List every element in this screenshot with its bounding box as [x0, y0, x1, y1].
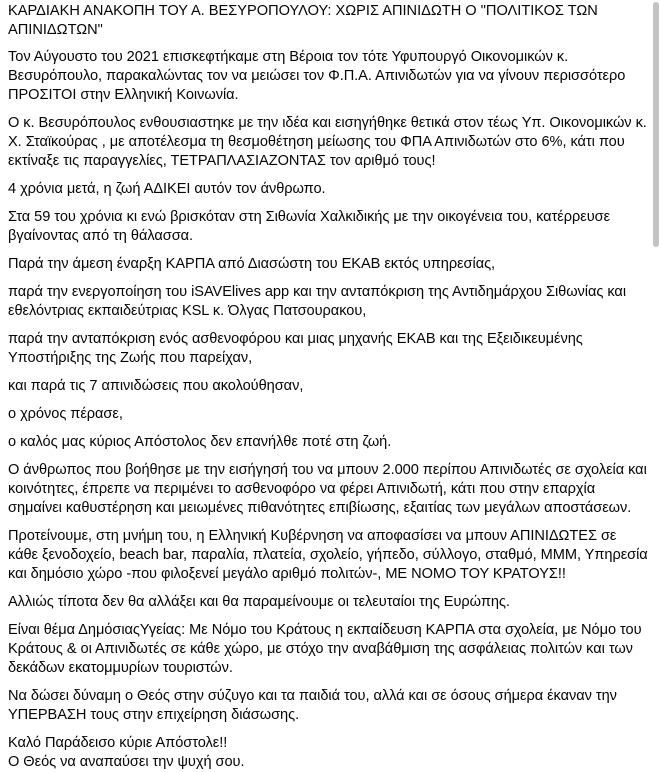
post-paragraph: Είναι θέμα ΔημόσιαςΥγείας: Με Νόμο του Κράτους η εκπαίδευση ΚΑΡΠΑ στα σχολεία, με Νόμο του Κράτους & οι Απινιδωτές σε κάθε χώρο, με στόχο την αναβάθμιση της ασφάλειας πολιτών και των δεκάδων εκατομμυρίων τουριστών. — [8, 622, 642, 676]
post-paragraph: Ο άνθρωπος που βοήθησε με την εισήγησή του να μπουν 2.000 περίπου Απινιδωτές σε σχολεία και κοινότητες, έπρεπε να περιμένει το ασθενοφόρο να φέρει Απινιδωτή, κάτι που στην επαρχία σημαίνει καθυστέρηση και μειωμένες πιθανότητες επιβίωσης, εξαιτίας των μεγάλων αποστάσεων. — [8, 462, 647, 516]
post-paragraph: παρά την ενεργοποίηση του iSAVElives app και την ανταπόκριση της Αντιδημάρχου Σιθωνίας και εθελόντριας εκπαιδεύτριας KSL κ. Όλγας Πατσουρακου, — [8, 284, 627, 319]
post-paragraph: και παρά τις 7 απινιδώσεις που ακολούθησαν, — [8, 378, 304, 394]
post-paragraph: παρά την ανταπόκριση ενός ασθενοφόρου και μιας μηχανής ΕΚΑΒ και της Εξειδικευμένης Υποστήριξης της Ζωής που παρείχαν, — [8, 331, 583, 366]
scrollbar-thumb[interactable] — [653, 2, 659, 247]
closing-line: Καλό Παράδεισο κύριε Απόστολε!! — [8, 735, 228, 751]
post-paragraph: 4 χρόνια μετά, η ζωή ΑΔΙΚΕΙ αυτόν τον άνθρωπο. — [8, 181, 326, 197]
post-paragraph: ο καλός μας κύριος Απόστολος δεν επανήλθε ποτέ στη ζωή. — [8, 434, 392, 450]
post-paragraph: Ο κ. Βεσυρόπουλος ενθουσιαστηκε με την ιδέα και εισηγήθηκε θετικά στον τέως Υπ. Οικονομικών κ. Χ. Σταϊκούρας , με αποτέλεσμα τη θεσμοθέτηση μείωσης του ΦΠΑ Απινιδωτών στο 6%, κάτι που εκτίναξε τις παραγγελίες, ΤΕΤΡΑΠΛΑΣΙΑΖΟΝΤΑΣ τον αριθμό τους! — [8, 115, 647, 169]
closing-line: Ο Θεός να αναπαύσει την ψυχή σου. — [8, 754, 245, 770]
post-content — [8, 0, 650, 772]
post-paragraph: Αλλιώς τίποτα δεν θα αλλάξει και θα παραμείνουμε οι τελευταίοι της Ευρώπης. — [8, 594, 510, 610]
post-paragraph: Τον Αύγουστο του 2021 επισκεφτήκαμε στη Βέροια τον τότε Υφυπουργό Οικονομικών κ. Βεσυρόπουλο, παρακαλώντας τον να μειώσει τον Φ.Π.Α. Απινιδωτών για να γίνουν περισσότερο ΠΡΟΣΙΤΟΙ στην Ελληνική Κοινωνία. — [8, 49, 626, 103]
post-paragraph: Να δώσει δύναμη ο Θεός στην σύζυγο και τα παιδιά του, αλλά και σε όσους σήμερα έκαναν την ΥΠΕΡΒΑΣΗ τους στην επιχείρηση διάσωσης. — [8, 688, 617, 723]
post-paragraph: Παρά την άμεση έναρξη ΚΑΡΠΑ από Διασώστη του ΕΚΑΒ εκτός υπηρεσίας, — [8, 256, 496, 272]
scrollbar-track[interactable] — [652, 0, 660, 756]
post-title: ΚΑΡΔΙΑΚΗ ΑΝΑΚΟΠΗ ΤΟΥ Α. ΒΕΣΥΡΟΠΟΥΛΟΥ: ΧΩΡΙΣ ΑΠΙΝΙΔΩΤΗ Ο "ΠΟΛΙΤΙΚΟΣ ΤΩΝ ΑΠΙΝΙΔΩΤΩΝ" — [8, 3, 598, 38]
post-paragraph: Στα 59 του χρόνια κι ενώ βρισκόταν στη Σιθωνία Χαλκιδικής με την οικογένεια του, κατέρρευσε βγαίνοντας από τη θάλασσα. — [8, 209, 611, 244]
post-paragraph: Προτείνουμε, στη μνήμη του, η Ελληνική Κυβέρνηση να αποφασίσει να μπουν ΑΠΙΝΙΔΩΤΕΣ σε κάθε ξενοδοχείο, beach bar, παραλία, πλατεία, σχολείο, γήπεδο, σύλλογο, σταθμό, ΜΜΜ, Υπηρεσία και δημόσιο χώρο -που φιλοξενεί μεγάλο αριθμό πολιτών-, ΜΕ ΝΟΜΟ ΤΟΥ ΚΡΑΤΟΥΣ!! — [8, 528, 648, 582]
post-paragraph: ο χρόνος πέρασε, — [8, 406, 123, 422]
